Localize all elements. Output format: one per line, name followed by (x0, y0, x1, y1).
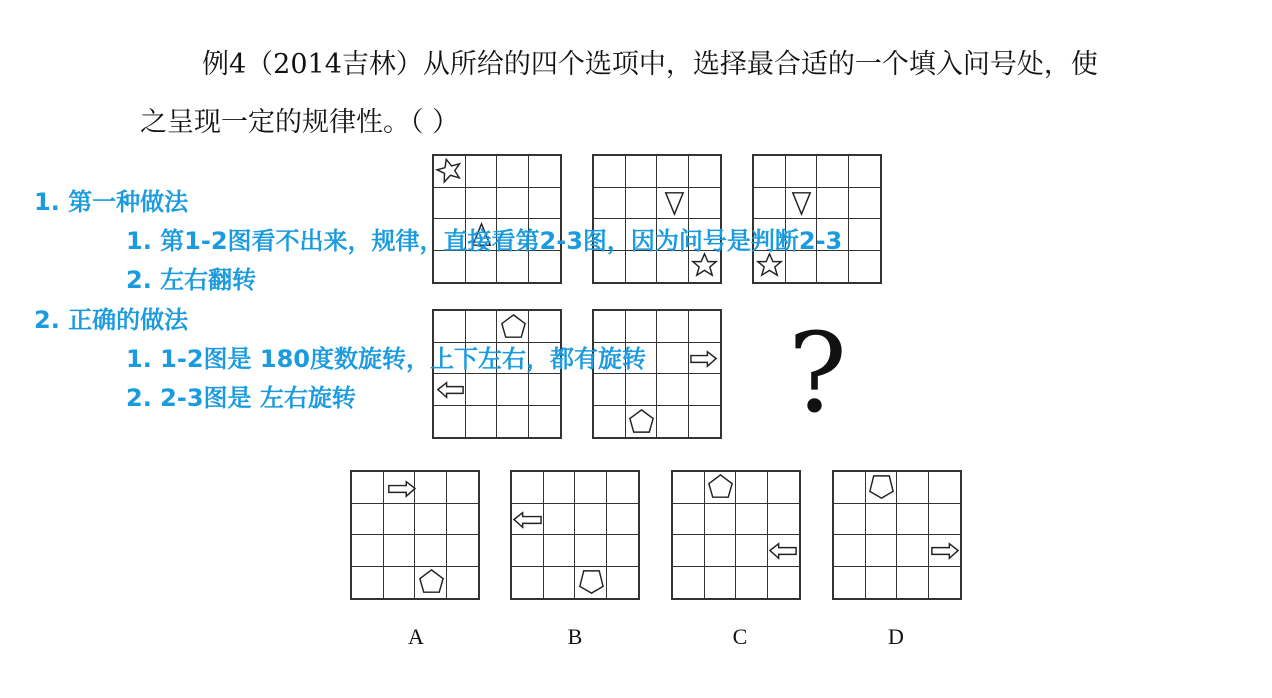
method1-step2: 2. 左右翻转 (126, 266, 257, 294)
option-a-figure[interactable] (350, 470, 480, 600)
arrow-left-icon (438, 383, 463, 398)
option-a-label[interactable]: A (408, 624, 424, 649)
figure-row1-2 (592, 154, 722, 284)
question-mark: ? (788, 309, 847, 437)
figure-row2-1 (432, 309, 562, 439)
method1-step1: 1. 第1-2图看不出来，规律，直接看第2-3图，因为问号是判断2-3 (126, 227, 843, 255)
option-b-label[interactable]: B (567, 624, 583, 649)
method2-step1: 1. 1-2图是 180度数旋转，上下左右，都有旋转 (126, 345, 646, 373)
option-b-figure[interactable] (510, 470, 640, 600)
pentagon-icon (630, 410, 653, 432)
star-icon (693, 254, 716, 275)
option-d-label[interactable]: D (888, 624, 904, 649)
question-line-2: 之呈现一定的规律性。（ ） (140, 107, 460, 138)
method2-title: 2. 正确的做法 (34, 306, 189, 334)
figure-row1-1 (432, 154, 562, 284)
arrow-right-icon (389, 482, 415, 497)
arrow-right-icon (691, 352, 716, 367)
triangle-down-icon (793, 193, 810, 214)
arrow-left-icon (514, 513, 541, 528)
pentagon-icon (580, 571, 603, 593)
triangle-down-icon (666, 193, 683, 214)
method2-step2: 2. 2-3图是 左右旋转 (126, 384, 356, 412)
figure-row2-2 (592, 309, 722, 439)
arrow-right-icon (932, 544, 958, 559)
pentagon-icon (709, 475, 732, 497)
option-d-figure[interactable] (832, 470, 962, 600)
option-c-label[interactable]: C (732, 624, 748, 649)
star-icon (435, 156, 463, 183)
pentagon-icon (502, 315, 525, 337)
arrow-left-icon (770, 544, 796, 559)
question-line-1: 例4（2014吉林）从所给的四个选项中，选择最合适的一个填入问号处，使 (202, 49, 1098, 80)
option-c-figure[interactable] (671, 470, 801, 600)
pentagon-icon (420, 570, 443, 592)
figure-row1-3 (752, 154, 882, 284)
method1-title: 1. 第一种做法 (34, 188, 189, 216)
pentagon-icon (870, 476, 893, 498)
star-icon (758, 254, 781, 275)
